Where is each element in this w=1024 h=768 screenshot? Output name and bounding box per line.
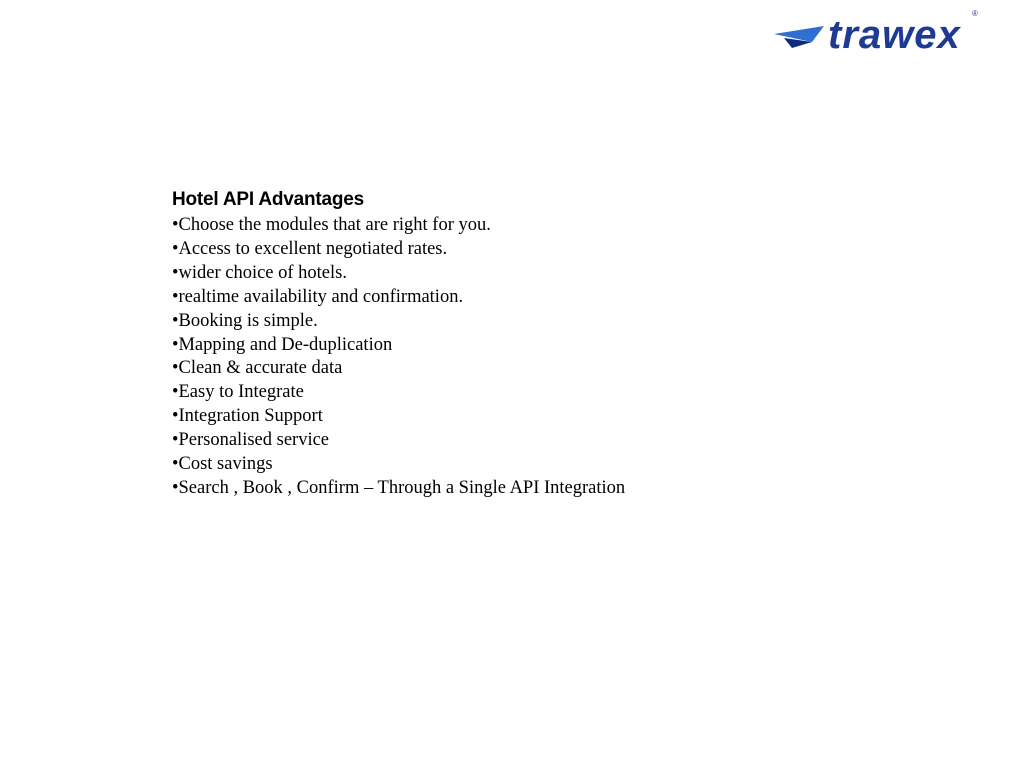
bullet-glyph: • — [172, 477, 179, 498]
list-item-text: Mapping and De-duplication — [178, 334, 393, 355]
bullet-glyph: • — [172, 454, 179, 475]
list-item — [172, 429, 872, 453]
list-item — [172, 238, 872, 262]
list-item-text: Booking is simple. — [178, 310, 318, 331]
list-item-text: realtime availability and confirmation. — [178, 286, 464, 307]
logo-wordmark: trawex — [828, 13, 961, 57]
list-item-text: Clean & accurate data — [178, 358, 343, 379]
list-item — [172, 453, 872, 477]
bullet-glyph: • — [172, 358, 179, 379]
list-item-text: Integration Support — [178, 406, 323, 427]
slide-heading: Hotel API Advantages — [172, 189, 365, 210]
registered-mark: ® — [972, 9, 978, 18]
bullet-glyph: • — [172, 406, 179, 427]
bullet-glyph: • — [172, 262, 179, 283]
list-item — [172, 286, 872, 310]
list-item — [172, 381, 872, 405]
list-item-text: Easy to Integrate — [178, 382, 304, 403]
bullet-glyph: • — [172, 382, 179, 403]
bullet-glyph: • — [172, 215, 179, 235]
list-item-text: wider choice of hotels. — [178, 262, 347, 283]
bullet-glyph: • — [172, 334, 179, 355]
list-item — [172, 262, 872, 286]
list-item — [172, 310, 872, 334]
bullet-glyph: • — [172, 310, 179, 331]
list-item-text: Access to excellent negotiated rates. — [178, 238, 448, 259]
bullet-glyph: • — [172, 286, 179, 307]
list-item-text: Choose the modules that are right for you. — [178, 215, 491, 235]
arrow-icon — [774, 26, 824, 48]
list-item-text: Personalised service — [178, 430, 330, 451]
advantages-list — [172, 214, 872, 501]
trawex-logo — [772, 8, 1008, 58]
list-item-text: Search , Book , Confirm – Through a Single API Integration — [178, 477, 626, 498]
list-item — [172, 405, 872, 429]
list-item — [172, 214, 872, 238]
bullet-glyph: • — [172, 238, 179, 259]
slide-content — [172, 188, 872, 501]
trawex-logo-graphic — [772, 8, 1008, 58]
list-item — [172, 357, 872, 381]
bullet-glyph: • — [172, 430, 179, 451]
list-item — [172, 334, 872, 358]
list-item — [172, 477, 872, 501]
list-item-text: Cost savings — [178, 454, 273, 475]
